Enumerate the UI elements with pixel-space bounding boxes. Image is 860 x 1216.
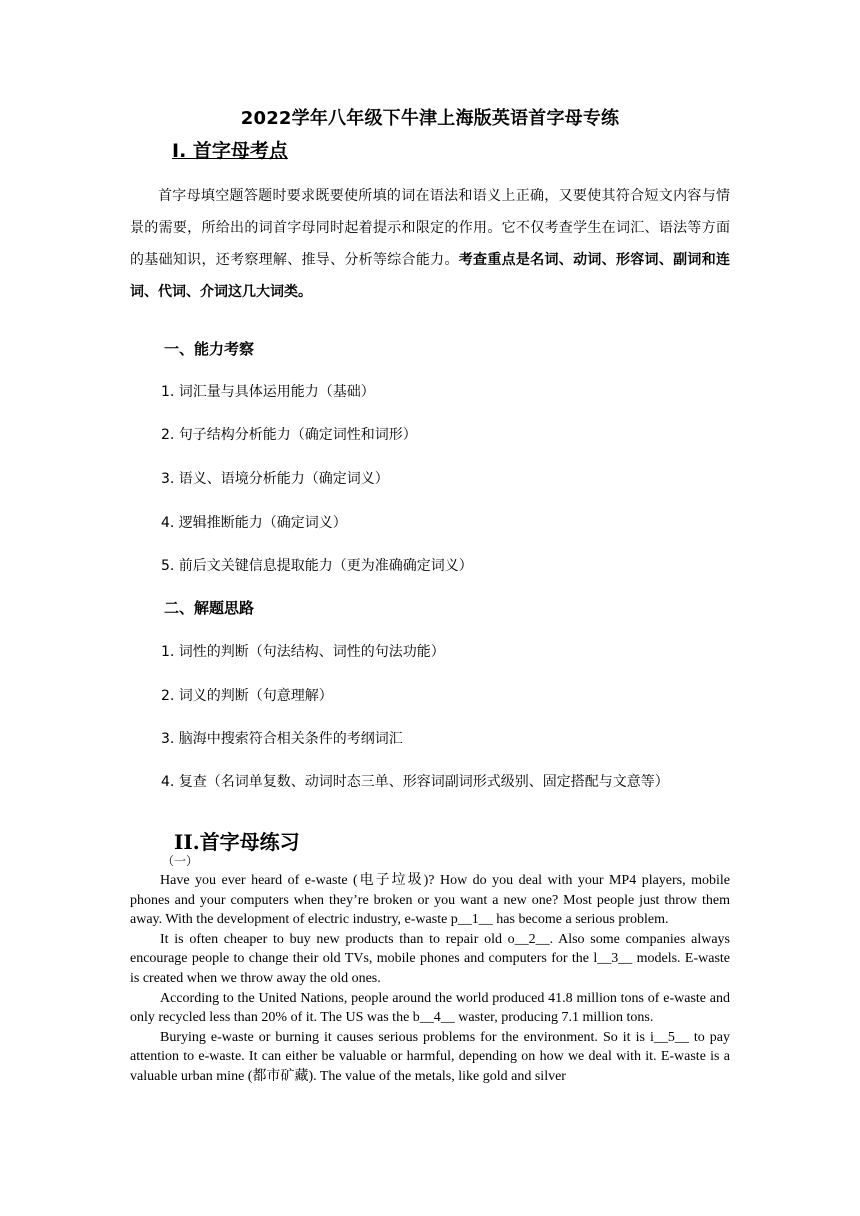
- ability-item: 1. 词汇量与具体运用能力（基础）: [161, 384, 375, 400]
- ability-item: 2. 句子结构分析能力（确定词性和词形）: [161, 427, 417, 443]
- part-2-heading: 二、解题思路: [164, 599, 255, 617]
- ability-item: 4. 逻辑推断能力（确定词义）: [161, 515, 347, 531]
- passage-paragraph: Burying e-waste or burning it causes serious problems for the environment. So it is i__5__ to pay attention to e-waste. It can either be valuable or harmful, depending on how we deal with it. E-waste is a valuable urban mine (都市矿藏). The value of the metals, like gold and silver: [130, 1029, 730, 1084]
- document-title: 2022学年八年级下牛津上海版英语首字母专练: [240, 108, 620, 129]
- intro-text: 首字母填空题答题时要求既要使所填的词在语法和语义上正确，又要使其符合短文内容与情景的需要，所给出的词首字母同时起着提示和限定的作用。它不仅考查学生在词汇、语法等方面的基础知识，还考察理解、推导、分析等综合能力。: [130, 188, 730, 268]
- approach-item: 2. 词义的判断（句意理解）: [161, 688, 333, 704]
- section-2-title: 首字母练习: [199, 830, 300, 854]
- intro-paragraph: [130, 180, 730, 308]
- intro-emphasis: 考查重点是名词、动词、形容词、副词和连词、代词、介词这几大词类。: [130, 252, 731, 300]
- passage-paragraph: According to the United Nations, people around the world produced 41.8 million tons of e-waste and only recycled less than 20% of it. The US was the b__4__ waster, producing 7.1 million tons.: [130, 990, 730, 1026]
- ability-item: 5. 前后文关键信息提取能力（更为准确确定词义）: [161, 558, 473, 574]
- section-2-numeral: II.: [174, 830, 200, 854]
- passage-paragraph: Have you ever heard of e-waste (电子垃圾)? How do you deal with your MP4 players, mobile phones and your computers when they’re broken or you want a new one? Most people just throw them away. With the development of electric industry, e-waste p__1__ has become a serious problem.: [130, 873, 730, 928]
- section-2-heading: [174, 826, 300, 855]
- ability-item: 3. 语义、语境分析能力（确定词义）: [161, 471, 389, 487]
- reading-passage: [130, 871, 730, 1087]
- part-1-heading: 一、能力考察: [164, 340, 255, 358]
- passage-paragraph: It is often cheaper to buy new products than to repair old o__2__. Also some companies always encourage people to change their old TVs, mobile phones and computers for the l__3__ models. E-waste is created when we throw away the old ones.: [130, 931, 730, 986]
- section-1-heading: I. 首字母考点: [172, 140, 288, 162]
- approach-item: 4. 复查（名词单复数、动词时态三单、形容词副词形式级别、固定搭配与文意等）: [161, 774, 669, 790]
- approach-item: 1. 词性的判断（句法结构、词性的句法功能）: [161, 644, 445, 660]
- approach-item: 3. 脑海中搜索符合相关条件的考纲词汇: [161, 731, 403, 747]
- exercise-number: （一）: [162, 854, 199, 868]
